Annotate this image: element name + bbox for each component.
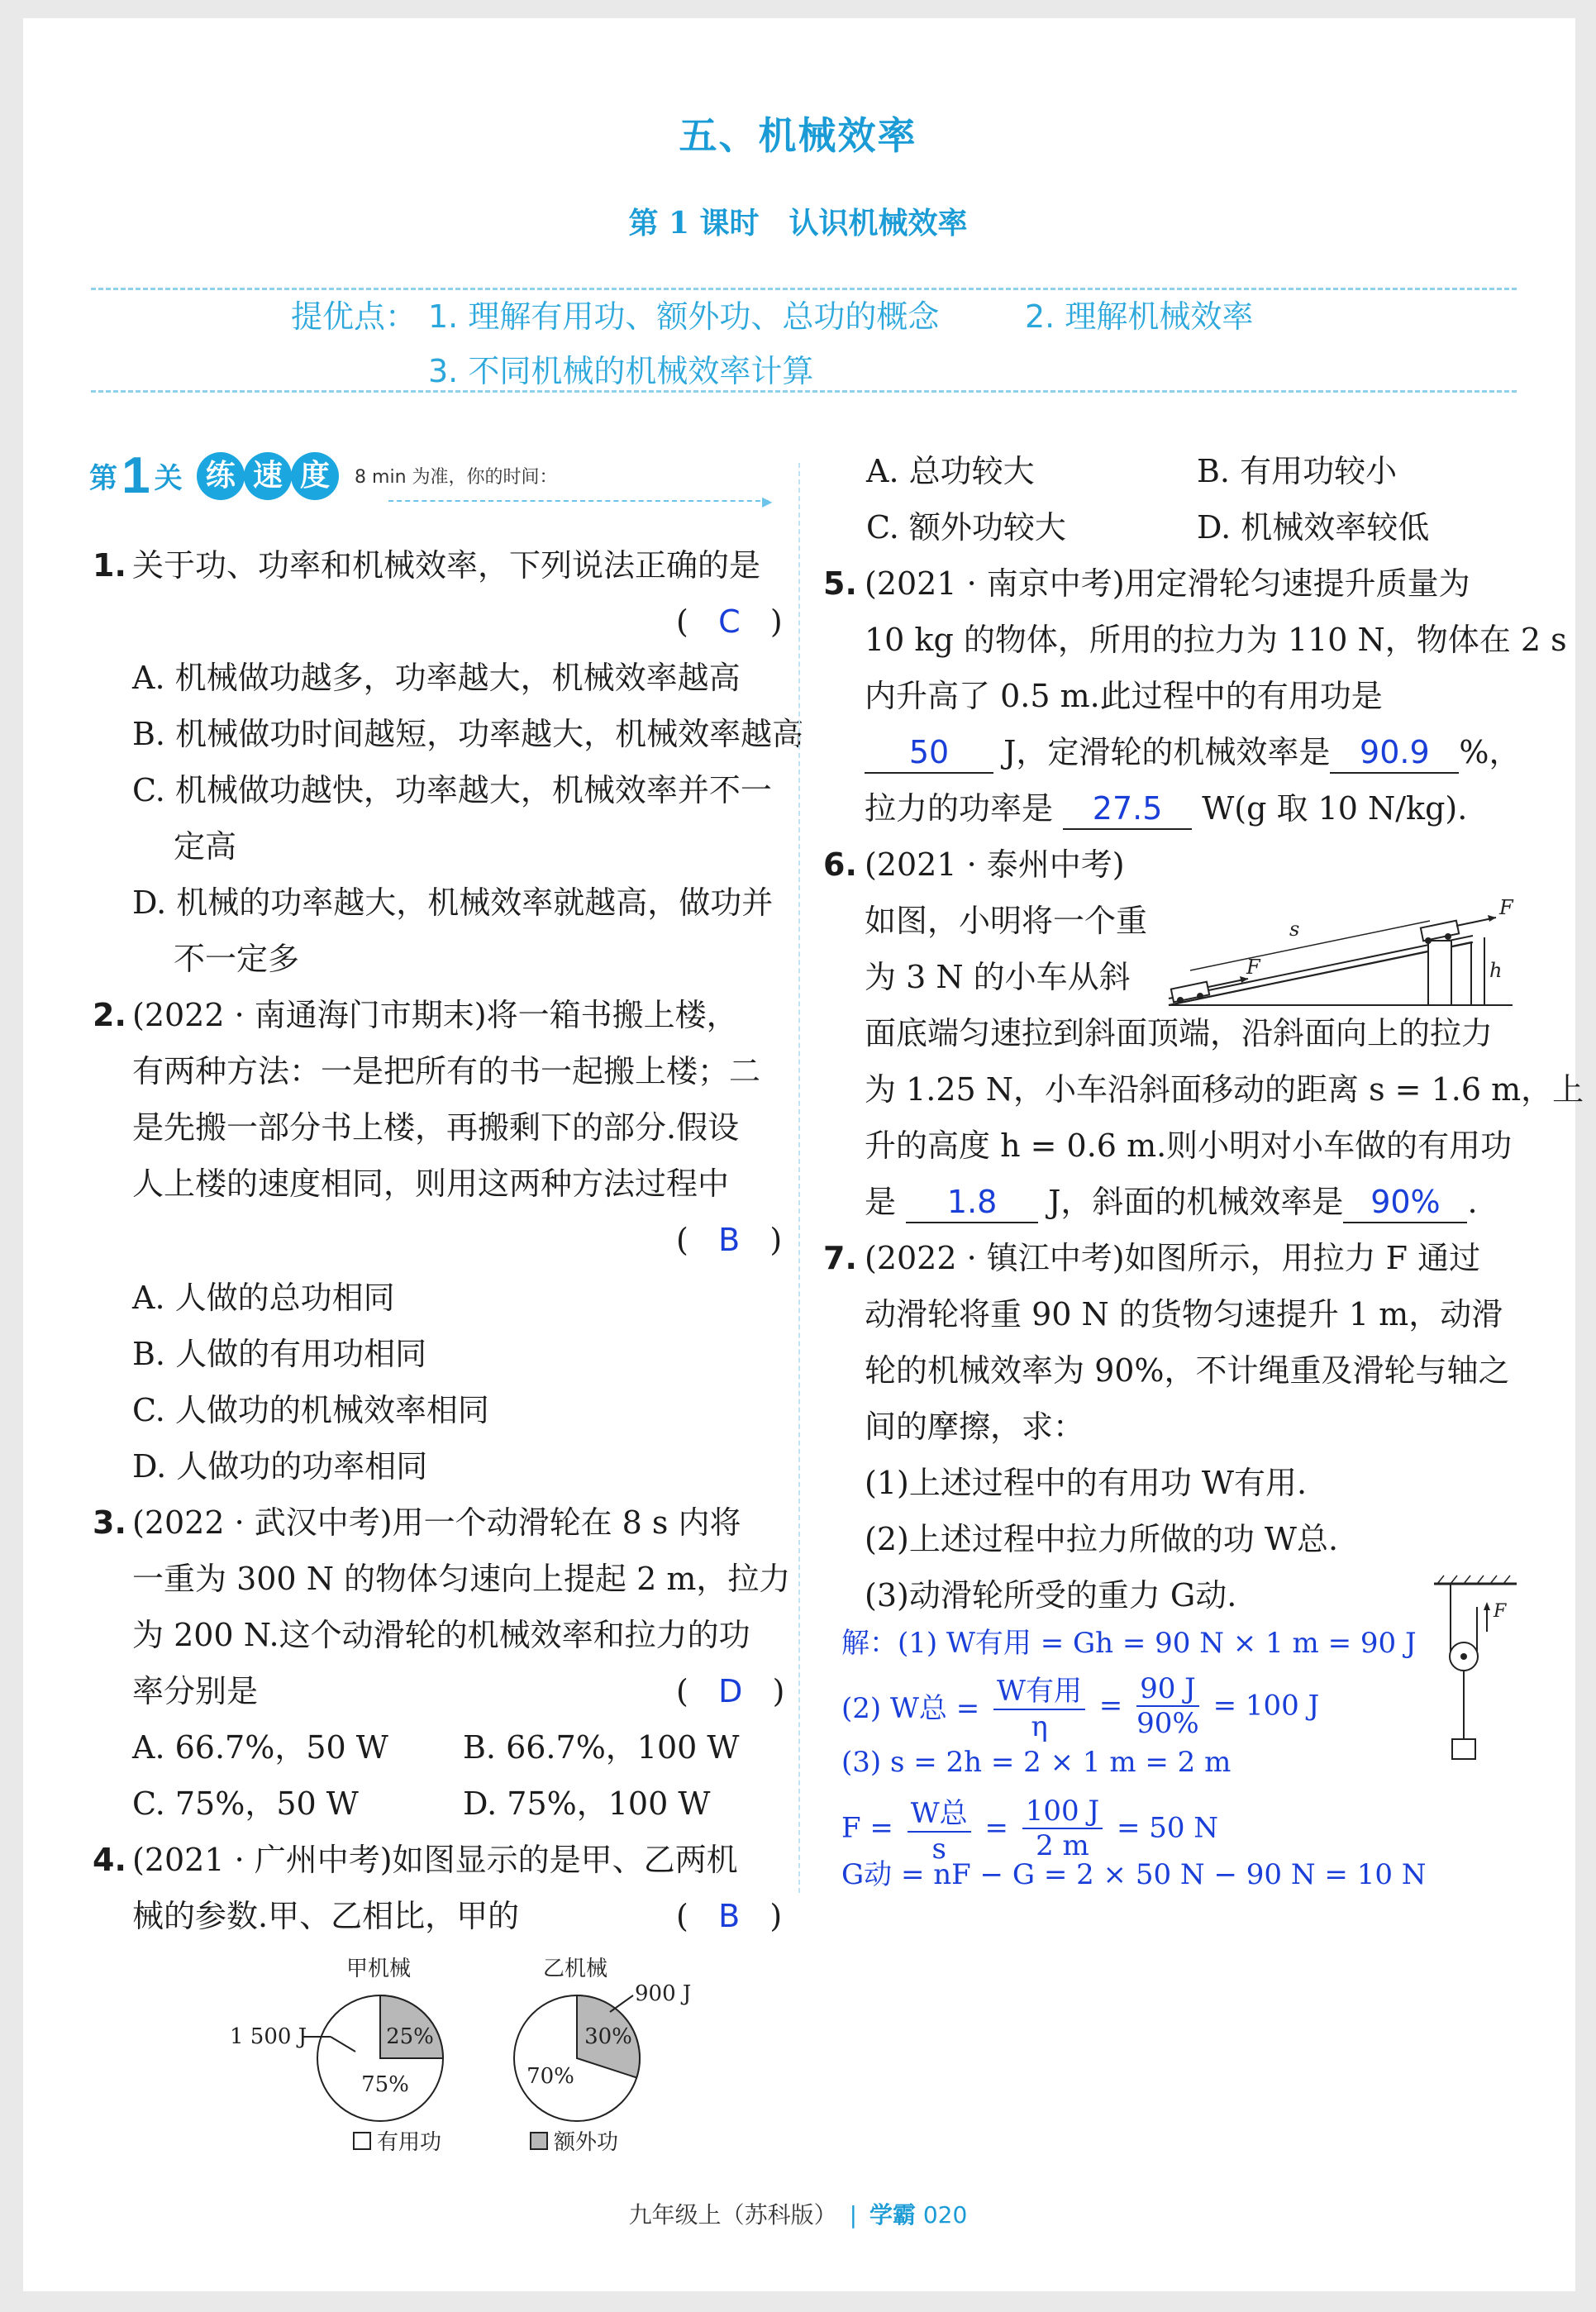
force-label-top: F — [1499, 896, 1513, 919]
q5-number: 5. — [823, 565, 857, 602]
pie-jia-title: 甲机械 — [345, 1957, 412, 1981]
sol4-num2: 100 J — [1022, 1795, 1103, 1829]
q3-answer-value: D — [718, 1673, 743, 1709]
q4-option-a: A. 总功较大 — [866, 453, 1035, 489]
sol4-den: s — [931, 1833, 946, 1866]
pie-yi-leader — [610, 1995, 633, 2012]
q3-option-b: B. 66.7%，100 W — [463, 1729, 740, 1766]
q3-option-d: D. 75%，100 W — [463, 1785, 711, 1822]
legend-extra-swatch — [531, 2133, 547, 2149]
sol2-den: η — [1031, 1710, 1048, 1743]
height-label: h — [1489, 959, 1503, 982]
solution-line-1: 解：(1) W有用 = Gh = 90 N × 1 m = 90 J — [841, 1627, 1417, 1660]
section-di: 第 — [89, 462, 117, 495]
tip-item-2: 2. 理解机械效率 — [1025, 298, 1254, 335]
q6-line-7 — [865, 1174, 1478, 1230]
footer-brand: 学霸 — [869, 2201, 916, 2229]
q3-line-1: (2022 · 武汉中考)用一个动滑轮在 8 s 内将 — [132, 1504, 741, 1541]
q3-option-a: A. 66.7%，50 W — [132, 1729, 388, 1766]
footer-grade: 九年级上（苏科版） — [628, 2201, 837, 2229]
q3-line-2: 一重为 300 N 的物体匀速向上提起 2 m，拉力 — [132, 1561, 791, 1597]
q3-line-3: 为 200 N.这个动滑轮的机械效率和拉力的功 — [132, 1617, 750, 1653]
solution-line-2 — [841, 1668, 1319, 1743]
sol4-eq: = — [984, 1811, 1008, 1845]
q4-option-c: C. 额外功较大 — [866, 509, 1066, 546]
q4-answer-value: B — [718, 1898, 741, 1934]
q2-option-a: A. 人做的总功相同 — [132, 1280, 395, 1316]
pulley-axle — [1460, 1653, 1467, 1660]
q7-line-4: 间的摩擦，求： — [865, 1409, 1085, 1445]
legend-useful-label: 有用功 — [377, 2130, 442, 2155]
sol4-rhs: = 50 N — [1116, 1811, 1219, 1845]
pie-jia-extra-label: 25% — [386, 2024, 434, 2049]
q6-text-1: 是 — [865, 1184, 897, 1220]
q4-number: 4. — [93, 1842, 126, 1878]
sol2-den2: 90% — [1136, 1706, 1199, 1740]
tip-label: 提优点： — [291, 298, 417, 335]
q6-number: 6. — [823, 846, 857, 883]
q7-number: 7. — [823, 1240, 857, 1276]
sol2-rhs: = 100 J — [1212, 1689, 1320, 1723]
sol4-den2: 2 m — [1036, 1828, 1089, 1862]
time-note: 8 min 为准，你的时间： — [355, 467, 558, 488]
q1-number: 1. — [93, 547, 126, 584]
incline-edge — [1169, 936, 1473, 999]
support-block — [1428, 941, 1451, 1005]
q2-line-2: 有两种方法：一是把所有的书一起搬上楼；二 — [132, 1053, 761, 1089]
badge-lian: 练 — [197, 452, 245, 500]
q1-option-a: A. 机械做功越多，功率越大，机械效率越高 — [132, 660, 741, 696]
q7-part-2: (2)上述过程中拉力所做的功 W总. — [865, 1521, 1339, 1557]
q4-option-b: B. 有用功较小 — [1197, 453, 1398, 489]
pie-yi — [514, 1995, 640, 2121]
section-number: 1 — [121, 447, 150, 504]
pie-jia — [317, 1995, 443, 2121]
sol2-num2: 90 J — [1136, 1672, 1199, 1707]
q4-option-d: D. 机械效率较低 — [1197, 509, 1430, 546]
q6-line-4: 面底端匀速拉到斜面顶端，沿斜面向上的拉力 — [865, 1015, 1494, 1051]
q6-blank-1: 1.8 — [906, 1182, 1038, 1223]
q4-line-2: 械的参数.甲、乙相比，甲的 — [132, 1898, 520, 1934]
q4-answer: ( B ) — [676, 1898, 783, 1934]
q7-line-3: 轮的机械效率为 90%，不计绳重及滑轮与轴之 — [865, 1352, 1510, 1389]
q2-option-c: C. 人做功的机械效率相同 — [132, 1392, 489, 1428]
q5-blank-2: 90.9 — [1330, 732, 1459, 774]
q3-answer: ( D ) — [676, 1673, 785, 1709]
q2-option-b: B. 人做的有用功相同 — [132, 1336, 427, 1372]
q5-text-1: J，定滑轮的机械效率是 — [1003, 734, 1331, 770]
q1-text: 关于功、功率和机械效率，下列说法正确的是 — [132, 547, 761, 584]
legend-extra-label: 额外功 — [554, 2130, 619, 2155]
incline-edge-2 — [1169, 942, 1473, 1005]
distance-label: s — [1289, 918, 1300, 941]
cargo-block — [1452, 1739, 1475, 1759]
pie-yi-useful-label: 70% — [526, 2064, 574, 2089]
q3-line-4: 率分别是 — [132, 1673, 259, 1709]
q6-line-3: 为 3 N 的小车从斜 — [865, 959, 1131, 995]
q1-option-d-cont: 不一定多 — [174, 941, 300, 977]
q6-text-3: . — [1467, 1184, 1478, 1220]
q3-option-c: C. 75%，50 W — [132, 1785, 359, 1822]
q2-answer-value: B — [718, 1222, 741, 1258]
q4-line-1: (2021 · 广州中考)如图显示的是甲、乙两机 — [132, 1842, 738, 1878]
time-line — [388, 500, 769, 502]
sol4-num: W总 — [908, 1790, 971, 1833]
sol2-num: W有用 — [993, 1668, 1085, 1710]
badge-du: 度 — [291, 452, 339, 500]
divider-bottom — [91, 390, 1517, 393]
tip-item-1: 1. 理解有用功、额外功、总功的概念 — [428, 298, 940, 335]
q5-line-2: 10 kg 的物体，所用的拉力为 110 N，物体在 2 s — [865, 622, 1567, 658]
arrow-right-icon: ▶ — [762, 493, 773, 509]
sol2-fraction-2 — [1136, 1672, 1199, 1740]
q2-option-d: D. 人做功的功率相同 — [132, 1448, 428, 1485]
pie-jia-annotation: 1 500 J — [230, 2024, 307, 2049]
section-heading — [89, 446, 784, 504]
pie-yi-annotation: 900 J — [635, 1981, 692, 2006]
q7-part-1: (1)上述过程中的有用功 W有用. — [865, 1465, 1308, 1501]
footer-page-number: 020 — [922, 2201, 968, 2229]
q2-answer: ( B ) — [676, 1222, 783, 1258]
q1-option-b: B. 机械做功时间越短，功率越大，机械效率越高 — [132, 716, 804, 752]
q5-blank-1: 50 — [865, 732, 993, 774]
q6-text-2: J，斜面的机械效率是 — [1048, 1184, 1344, 1220]
q6-line-1: (2021 · 泰州中考) — [865, 846, 1125, 883]
column-divider — [798, 463, 800, 1893]
solution-line-3: (3) s = 2h = 2 × 1 m = 2 m — [841, 1746, 1232, 1779]
pulley-force-label: F — [1494, 1601, 1507, 1622]
footer-separator: | — [849, 2201, 858, 2229]
q6-line-2: 如图，小明将一个重 — [865, 903, 1148, 939]
q5-line-3: 内升高了 0.5 m.此过程中的有用功是 — [865, 678, 1383, 714]
force-label-bottom: F — [1246, 956, 1260, 979]
tip-item-3: 3. 不同机械的机械效率计算 — [428, 353, 814, 389]
page-title: 五、机械效率 — [679, 113, 917, 158]
q7-line-1: (2022 · 镇江中考)如图所示，用拉力 F 通过 — [865, 1240, 1481, 1276]
badge-su: 速 — [244, 452, 292, 500]
section-guan: 关 — [154, 462, 183, 495]
q2-line-4: 人上楼的速度相同，则用这两种方法过程中 — [132, 1166, 730, 1202]
divider-top — [91, 288, 1517, 290]
sol4-lhs: F = — [841, 1811, 893, 1845]
q6-line-5: 为 1.25 N，小车沿斜面移动的距离 s = 1.6 m，上 — [865, 1071, 1584, 1108]
sol2-eq: = — [1098, 1689, 1123, 1723]
q5-text-4: W(g 取 10 N/kg). — [1202, 790, 1468, 827]
q5-blank-3: 27.5 — [1063, 789, 1192, 830]
q5-text-2: %， — [1459, 734, 1521, 770]
q1-option-c: C. 机械做功越快，功率越大，机械效率并不一 — [132, 772, 772, 808]
q5-line-5 — [865, 780, 1467, 837]
q3-number: 3. — [93, 1504, 126, 1541]
q5-line-4 — [865, 724, 1520, 780]
q4-pie-charts — [215, 1951, 744, 2166]
pulley-figure — [1426, 1574, 1525, 1772]
q1-option-d: D. 机械的功率越大，机械效率就越高，做功并 — [132, 884, 774, 921]
force-arrowhead-up — [1484, 1602, 1490, 1610]
sol2-lhs: (2) W总 = — [841, 1692, 980, 1725]
distance-line — [1190, 921, 1430, 970]
q2-line-1: (2022 · 南通海门市期末)将一箱书搬上楼， — [132, 997, 738, 1033]
q2-number: 2. — [93, 997, 126, 1033]
pie-yi-title: 乙机械 — [542, 1957, 608, 1981]
pie-yi-extra-label: 30% — [584, 2024, 632, 2049]
q1-option-c-cont: 定高 — [174, 828, 237, 865]
sol2-fraction-1 — [993, 1668, 1085, 1743]
lesson-subtitle: 第 1 课时 认识机械效率 — [628, 206, 968, 241]
q7-line-2: 动滑轮将重 90 N 的货物匀速提升 1 m，动滑 — [865, 1296, 1503, 1332]
q2-line-3: 是先搬一部分书上楼，再搬剩下的部分.假设 — [132, 1109, 740, 1146]
pie-jia-useful-label: 75% — [361, 2072, 409, 2097]
q1-answer: ( C ) — [676, 603, 783, 640]
q6-line-6: 升的高度 h = 0.6 m.则小明对小车做的有用功 — [865, 1127, 1513, 1164]
legend-useful-swatch — [354, 2133, 370, 2149]
incline-figure — [1165, 850, 1521, 1015]
q7-part-3: (3)动滑轮所受的重力 G动. — [865, 1577, 1237, 1614]
q1-answer-value: C — [718, 603, 741, 640]
q5-line-1: (2021 · 南京中考)用定滑轮匀速提升质量为 — [865, 565, 1470, 602]
solution-line-5: G动 = nF − G = 2 × 50 N − 90 N = 10 N — [841, 1858, 1427, 1891]
q6-blank-2: 90% — [1343, 1182, 1467, 1223]
footer — [0, 2197, 1596, 2230]
q5-text-3: 拉力的功率是 — [865, 790, 1054, 827]
